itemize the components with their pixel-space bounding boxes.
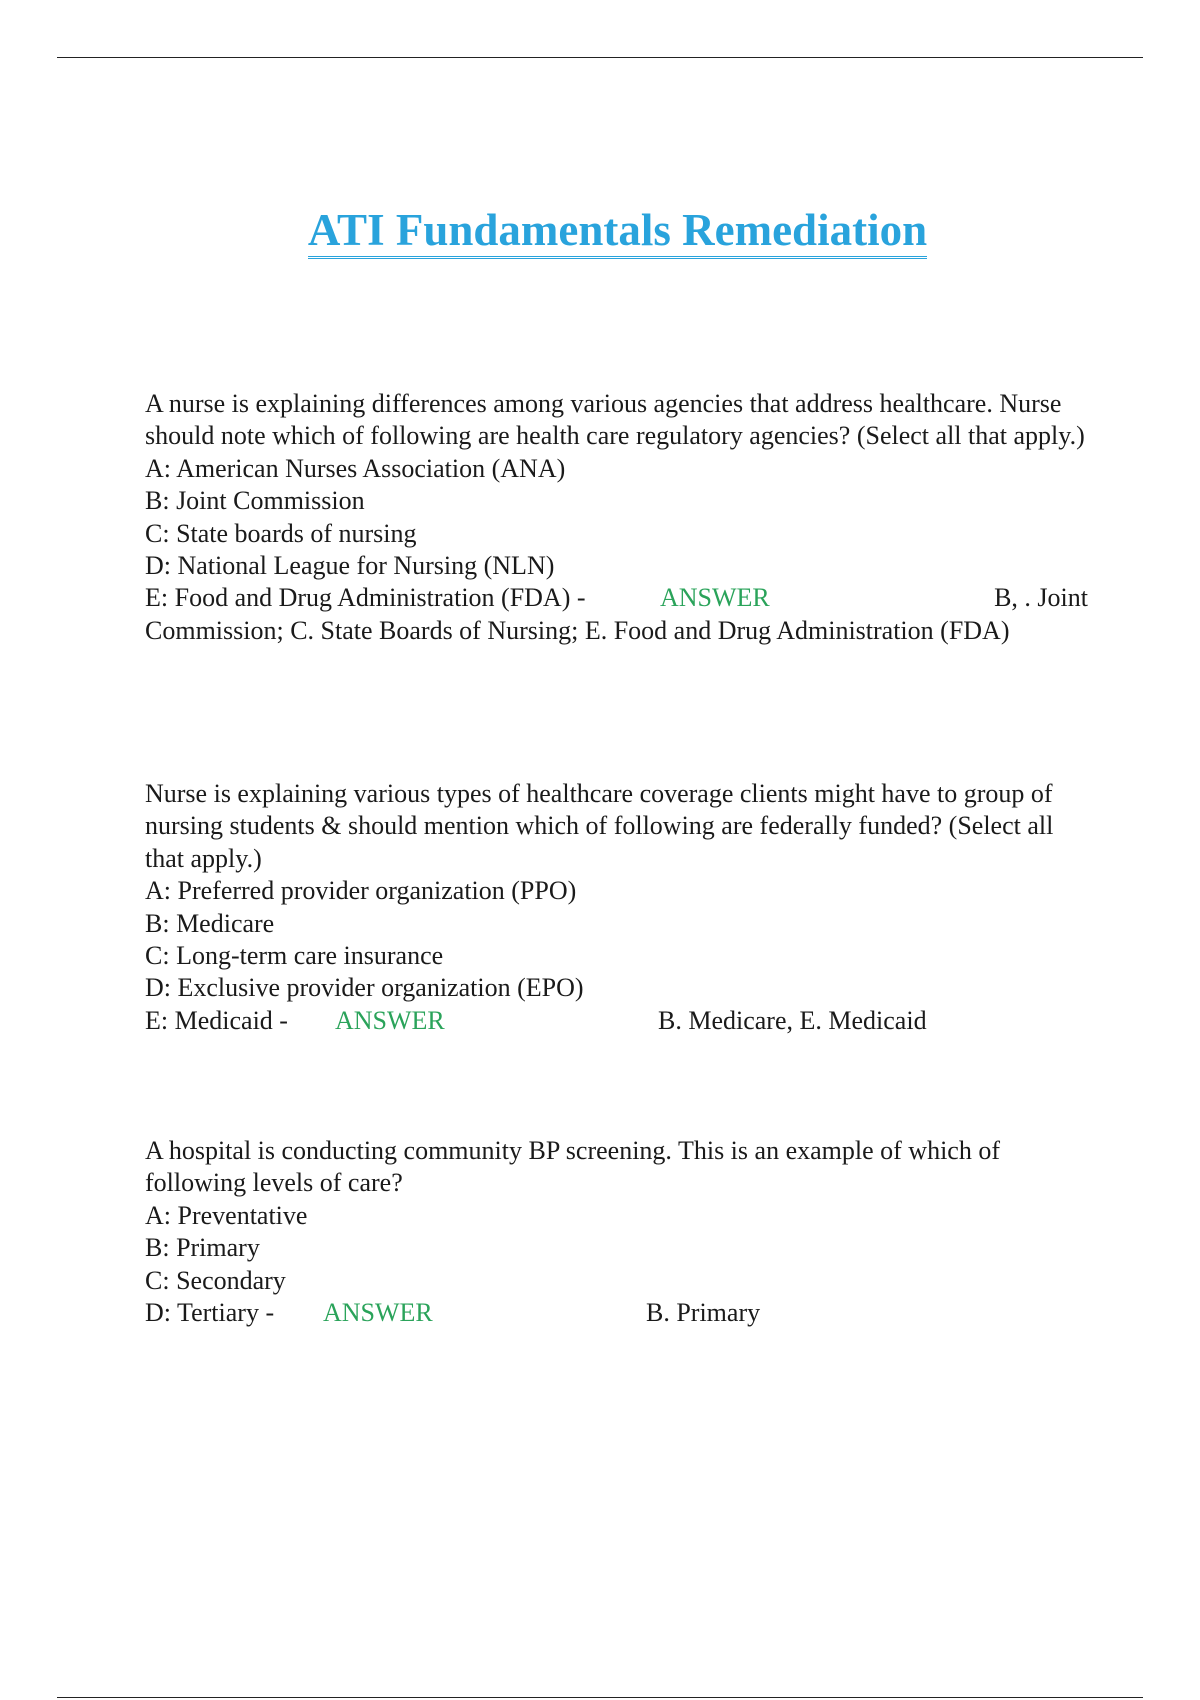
option-b: B: Joint Commission	[145, 486, 365, 516]
option-d: D: Exclusive provider organization (EPO)	[145, 973, 584, 1003]
answer-line	[145, 582, 1090, 614]
option-c: C: State boards of nursing	[145, 518, 417, 548]
answer-label: ANSWER	[660, 583, 770, 613]
answer-text-continued: Commission; C. State Boards of Nursing; E. Food and Drug Administration (FDA)	[145, 615, 1010, 645]
option-a: A: Preventative	[145, 1200, 308, 1230]
option-d: D: National League for Nursing (NLN)	[145, 551, 555, 581]
document-title	[0, 205, 1200, 255]
option-d: D: Tertiary -	[145, 1298, 275, 1328]
question-3	[145, 1135, 1090, 1329]
answer-line	[145, 1297, 1090, 1329]
option-c: C: Long-term care insurance	[145, 941, 444, 971]
option-e: E: Food and Drug Administration (FDA) -	[145, 583, 586, 613]
question-stem: A hospital is conducting community BP screening. This is an example of which of following levels of care?	[145, 1136, 1000, 1198]
answer-label: ANSWER	[323, 1298, 433, 1328]
option-c: C: Secondary	[145, 1265, 286, 1295]
question-stem: A nurse is explaining differences among various agencies that address healthcare. Nurse should note which of following are health care regulatory agencies? (Select all that apply.)	[145, 389, 1085, 451]
option-b: B: Medicare	[145, 908, 275, 938]
question-2	[145, 778, 1090, 1037]
top-rule	[57, 57, 1143, 58]
question-1	[145, 388, 1090, 647]
option-b: B: Primary	[145, 1233, 260, 1263]
answer-label: ANSWER	[335, 1005, 445, 1035]
option-e: E: Medicaid -	[145, 1005, 288, 1035]
question-stem: Nurse is explaining various types of healthcare coverage clients might have to group of nursing students & should mention which of following are federally funded? (Select all that apply.)	[145, 779, 1054, 873]
answer-text: B, . Joint	[994, 583, 1088, 613]
option-a: A: Preferred provider organization (PPO)	[145, 876, 577, 906]
option-a: A: American Nurses Association (ANA)	[145, 453, 566, 483]
answer-text: B. Medicare, E. Medicaid	[658, 1005, 927, 1035]
answer-line	[145, 1005, 1090, 1037]
answer-text: B. Primary	[646, 1298, 761, 1328]
bottom-rule	[57, 1697, 1143, 1698]
document-title-text: ATI Fundamentals Remediation	[308, 205, 927, 259]
